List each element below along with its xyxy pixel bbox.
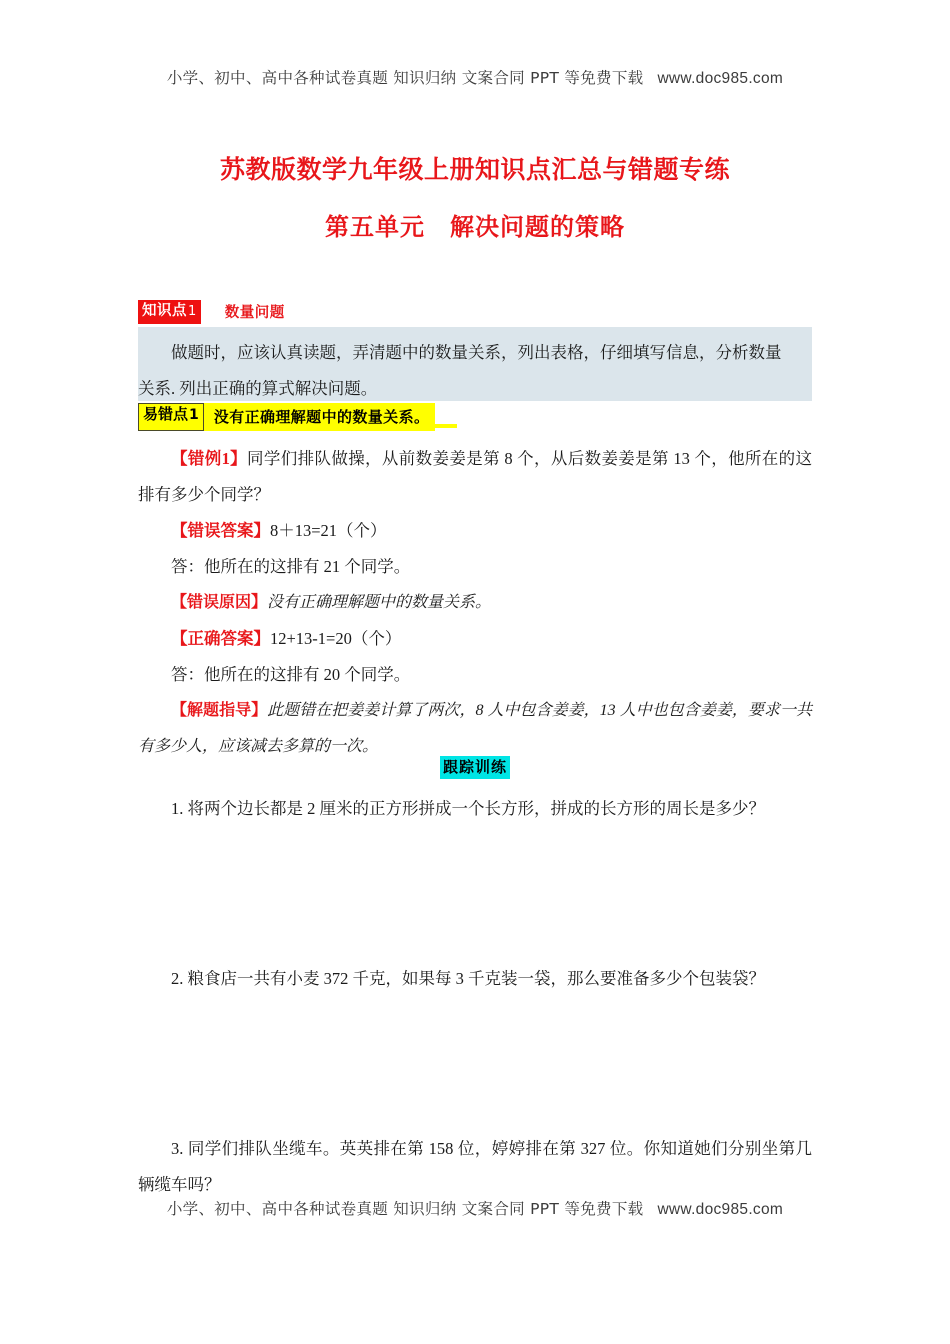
correct-answer-expression: 12+13-1=20（个） [270, 629, 402, 648]
correct-answer-tag: 【正确答案】 [171, 629, 270, 648]
knowledge-summary-line-2: 关系. 列出正确的算式解决问题。 [138, 379, 378, 398]
error-example-tag: 【错例1】 [171, 449, 248, 468]
wrong-answer-expression: 8＋13=21（个） [270, 521, 387, 540]
guidance-tag: 【解题指导】 [171, 702, 268, 719]
mistake-point-badge-label: 易错点 [143, 405, 189, 423]
knowledge-summary-line-1: 做题时，应该认真读题，弄清题中的数量关系，列出表格，仔细填写信息，分析数量 [171, 343, 782, 362]
footer-watermark-text: 小学、初中、高中各种试卷真题 知识归纳 文案合同 PPT 等免费下载 [166, 1200, 644, 1218]
unit-title: 第五单元 解决问题的策略 [325, 213, 625, 241]
error-reason-paragraph [138, 585, 812, 621]
footer-watermark-url: www.doc985.com [657, 1201, 784, 1218]
footer-watermark [0, 1197, 950, 1219]
error-example-paragraph [138, 441, 812, 513]
wrong-answer-tag: 【错误答案】 [171, 521, 270, 540]
guidance-paragraph [138, 693, 812, 765]
knowledge-point-header [138, 300, 285, 324]
header-watermark-url: www.doc985.com [657, 70, 784, 87]
knowledge-point-badge-number: 1 [188, 304, 197, 319]
wrong-answer-statement: 答：他所在的这排有 21 个同学。 [171, 557, 411, 576]
knowledge-summary-box [138, 327, 812, 401]
knowledge-point-title: 数量问题 [224, 305, 285, 322]
mistake-point-badge [138, 403, 204, 431]
error-example-text: 同学们排队做操，从前数姜姜是第 8 个，从后数姜姜是第 13 个，他所在的这排有多少个同学？ [138, 449, 813, 504]
mistake-point-text: 没有正确理解题中的数量关系。 [204, 403, 436, 431]
wrong-answer-paragraph [138, 513, 812, 549]
header-watermark [0, 66, 950, 88]
mistake-point-highlight-tail [435, 424, 457, 428]
knowledge-point-badge [138, 300, 201, 324]
training-question-3: 3. 同学们排队坐缆车。英英排在第 158 位，婷婷排在第 327 位。你知道她们分别坐第几辆缆车吗？ [138, 1139, 812, 1194]
document-title: 苏教版数学九年级上册知识点汇总与错题专练 [219, 155, 730, 184]
guidance-text: 此题错在把姜姜计算了两次，8 人中包含姜姜，13 人中也包含姜姜，要求一共有多少人，应该减去多算的一次。 [138, 702, 812, 755]
error-reason-text: 没有正确理解题中的数量关系。 [267, 594, 492, 611]
mistake-point-badge-number: 1 [189, 407, 199, 423]
mistake-point-header [138, 403, 457, 431]
knowledge-point-badge-label: 知识点 [142, 303, 187, 319]
error-reason-tag: 【错误原因】 [171, 594, 268, 611]
training-header-label: 跟踪训练 [440, 756, 510, 779]
training-question-1: 1. 将两个边长都是 2 厘米的正方形拼成一个长方形，拼成的长方形的周长是多少？ [171, 799, 765, 818]
correct-answer-statement: 答：他所在的这排有 20 个同学。 [171, 665, 411, 684]
header-watermark-text: 小学、初中、高中各种试卷真题 知识归纳 文案合同 PPT 等免费下载 [166, 69, 644, 87]
training-section-header [0, 756, 950, 777]
correct-answer-paragraph [138, 621, 812, 657]
training-question-2: 2. 粮食店一共有小麦 372 千克，如果每 3 千克装一袋，那么要准备多少个包装袋？ [171, 969, 765, 988]
